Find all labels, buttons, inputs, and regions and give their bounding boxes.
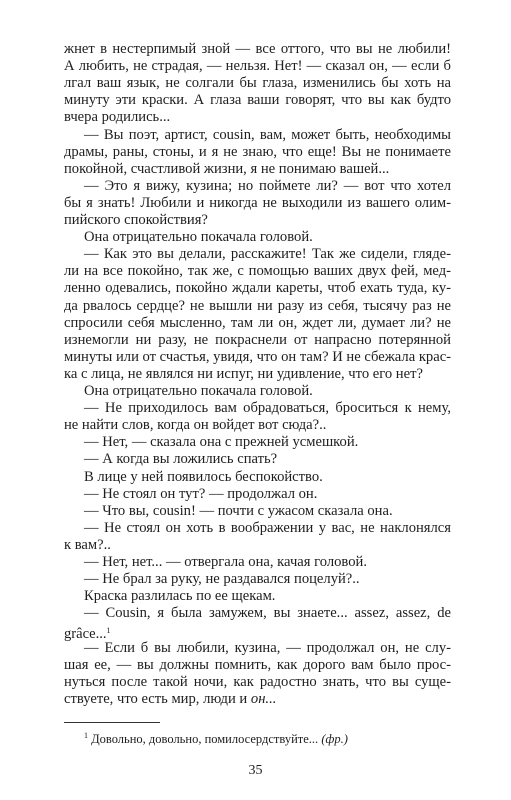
text-line: — Не стоял он тут? — продолжал он. [84,485,318,502]
text-line: — Не стоял он хоть в воображении у вас, не наклонялся [84,519,451,536]
text-line: к вам?.. [64,536,111,553]
text-line: В лице у ней появилось беспокойство. [84,468,323,485]
footnote [84,728,348,747]
text-line: пийского спокойствия? [64,212,208,228]
text-line: минуты или от счастья, увидя, что он там? И не сбежала крас- [64,348,452,365]
text-line: — Как это вы делали, расскажите! Так же сидели, гляде- [84,246,451,263]
text-span: ствуете, что есть мир, люди и [64,690,248,707]
text-line: — Это я вижу, кузина; но поймете ли? — вот что хотел [84,177,451,194]
footnote-ref[interactable]: 1 [106,626,111,636]
text-line: изнемогли ни разу, не покраснели от напрасно потерянной [64,331,451,348]
text-line: — Нет, — сказала она с прежней усмешкой. [84,434,359,451]
text-line: Она отрицательно покачала головой. [84,229,313,246]
footnote-divider [64,722,160,723]
italic-word: он... [250,690,277,707]
text-line: лгал ваш язык, не солгали бы глаза, изменились бы хоть на [64,75,451,92]
text-line: — А когда вы ложились спать? [84,451,278,468]
text-line: да рвалось сердце? не вышли ни разу из себя, тысячу раз не [64,297,451,314]
text-line: покойной, счастливой жизни, я не понимаю вашей... [64,160,390,177]
text-line: — Cousin, я была замужем, вы знаете... assez, assez, de [84,605,451,622]
text-line: минуту эти краски. А глаза ваши говорят, что вы как будто [64,92,451,109]
text-line: спросили себя мысленно, там ли он, ждет ли, думает ли? не [64,314,451,331]
text-line: — Вы поэт, артист, cousin, вам, может быть, необходимы [84,126,451,143]
footnote-text: Довольно, довольно, помилосердствуйте... [91,732,319,746]
text-line: шая ее, — вы должны помнить, как дорого вам было прос- [64,656,451,673]
text-line: ленно одевались, покойно ждали кареты, чтоб ехать туда, ку- [64,280,451,297]
text-line: — Если б вы любили, кузина, — продолжал он, не слу- [84,639,451,656]
page-number: 35 [248,763,263,778]
text-line: не найти слов, когда он войдет вот сюда?.. [64,417,327,434]
text-line: — Не брал за руку, не раздавался поцелуй?.. [84,571,360,588]
text-line [64,691,451,708]
text-line: вчера родились... [64,109,171,126]
text-line: ка с лица, не являлся ни испуг, ни удивление, что его нет? [64,365,423,382]
text-line: ли на все покойно, так же, с помощью ваших двух фей, мед- [64,263,451,280]
text-line: нуться после такой ночи, как радостно знать, что вы суще- [64,673,451,690]
text-line: Краска разлилась по ее щекам. [84,588,276,605]
text-line: жнет в нестерпимый зной — все оттого, что вы не любили! [64,41,451,57]
text-line: — Не приходилось вам обрадоваться, броситься к нему, [84,400,451,417]
text-line: А любить, не страдая, — нельзя. Нет! — сказал он, — если б [64,58,451,75]
text-line: — Нет, нет... — отвергала она, качая головой. [84,554,367,570]
footnote-lang: (фр.) [321,732,348,746]
text-line: драмы, раны, стоны, и я не знаю, что еще! Вы не понимаете [64,143,451,160]
text-line: бы я знать! Любили и никогда не выходили из вашего олим- [64,194,451,211]
footnote-marker: 1 [84,731,88,740]
text-span: grâce... [64,626,107,643]
text-line: Она отрицательно покачала головой. [84,383,313,399]
text-line: — Что вы, cousin! — почти с ужасом сказала она. [84,502,393,519]
